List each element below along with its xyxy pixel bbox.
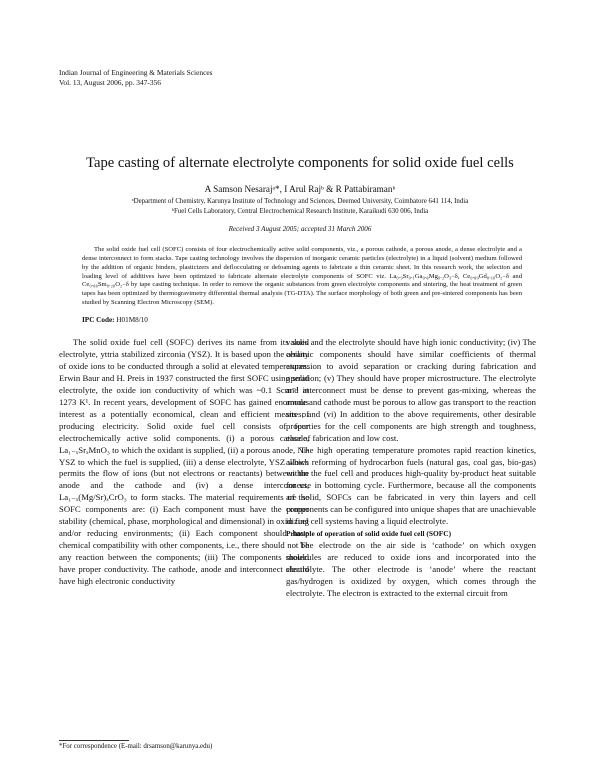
body-right-column	[286, 337, 536, 600]
affiliation-a: ᵃDepartment of Chemistry, Karunya Institute of Technology and Sciences, Deemed University, Coimbatore 641 114, India	[131, 198, 469, 205]
right-paragraph-1: values and the electrolyte should have high ionic conductivity; (iv) The ceramic components should have similar coefficients of thermal expansion to avoid separation or cracking during fabrication and operation; (v) They should have proper microstructure. The electrolyte and interconnect must be dense to prevent gas-mixing, whereas the anode and cathode must be porous to allow gas transport to the reaction sites; and (vi) In addition to the above requirements, other desirable properties for the cell components are high strength and toughness, ease of fabrication and low cost.	[286, 337, 536, 443]
journal-name: Indian Journal of Engineering & Materials Sciences	[59, 68, 213, 77]
ipc-code	[82, 316, 148, 324]
ipc-label: IPC Code:	[82, 316, 115, 324]
intro-paragraph: The solid oxide fuel cell (SOFC) derives its name from its solid electrolyte, yttria stabilized zirconia (YSZ). It is based upon the ability of oxide ions to be conducted through a solid at elevated temperatures. Erwin Baur and H. Preis in 1937 constructed the first SOFC using solid electrolyte, the oxide ion conductivity of which was ~0.1 Scm⁻¹ at 1273 K¹. In recent years, development of SOFC has gained enormous interest as a potentially economical, clean and efficient means of producing electricity. Solid oxide fuel cell consists of four electrochemically active solid components. (i) a porous cathode, La₁₋ₓSrₓMnO₃ to which the oxidant is supplied, (ii) a porous anode, Ni-YSZ to which the fuel is supplied, (iii) a dense electrolyte, YSZ which permits the flow of ions (but not electrons or reactants) between the anode and the cathode and (iv) a dense interconnect, La₁₋ₓ(Mg/Sr)ₓCrO₃ to form stacks. The material requirements of the SOFC components are: (i) Each component must have the proper stability (chemical, phase, morphological and dimensional) in oxidizing and/or reducing environments; (ii) Each component should have chemical compatibility with other components, i.e., there should not be any reaction between the components; (iii) The components should have proper conductivity. The cathode, anode and interconnect should have high electronic conductivity	[59, 337, 309, 587]
abstract-text: The solid oxide fuel cell (SOFC) consists of four electrochemically active solid components, viz., a porous cathode, a porous anode, a dense electrolyte and a dense interconnect to form stacks. Tape casting technology involves the dispersion of inorganic ceramic particles (electrolyte) in a liquid (solvent) medium followed by the addition of organic binders, plasticizers and deflocculating or defoaming agents to fabricate a thin ceramic sheet. In this research work, the selection and loading level of additives have been optimized to fabricate alternate electrolyte components of SOFC viz. La₀.₉Sr₀.₁Ga₀.₈Mg₀.₂O₃₋δ, Ce₀.₈₉Gd₀.₁₀O₂₋δ and Ce₀.₈₀Sm₀.₂₀O₂₋δ by tape casting technique. In order to remove the organic substances from green electrolyte components and sintering, the heat treatment of green tapes has been optimized by thermogravimetry differential thermal analysis (TG-DTA). The surface morphology of both green and pre-sintered components has been studied by Scanning Electron Microscopy (SEM).	[82, 246, 522, 307]
authors: A Samson Nesarajᵃ*, I Arul Rajᵇ & R Pattabiramanᵇ	[204, 184, 396, 194]
journal-header	[59, 68, 319, 88]
paper-title: Tape casting of alternate electrolyte components for solid oxide fuel cells	[86, 155, 514, 171]
affiliations	[60, 197, 540, 216]
abstract	[82, 246, 522, 308]
footnote-rule	[59, 740, 129, 741]
right-paragraph-3: The electrode on the air side is ‘cathode’ on which oxygen molecules are reduced to oxide ions and incorporated into the electrolyte. The other electrode is ‘anode’ where the reactant gas/hydrogen is oxidized by oxygen, which comes through the electrolyte. The electron is extracted to the external circuit from	[286, 540, 536, 599]
footnote: *For correspondence (E-mail: drsamson@karunya.edu)	[59, 743, 213, 750]
ipc-value: H01M8/10	[116, 316, 148, 324]
right-paragraph-2: The high operating temperature promotes rapid reaction kinetics, allows reforming of hydrocarbon fuels (natural gas, coal gas, bio-gas) within the fuel cell and produces high-quality by-product heat suitable for use in bottoming cycle. Furthermore, because all the components are solid, SOFCs can be fabricated in very thin layers and cell components can be configured into unique shapes that are unachievable in fuel cell systems having a liquid electrolyte.	[286, 444, 536, 527]
received-dates: Received 3 August 2005; accepted 31 March 2006	[228, 225, 372, 233]
affiliation-b: ᵇFuel Cells Laboratory, Central Electrochemical Research Institute, Karaikudi 630 006, India	[171, 207, 429, 215]
journal-volume: Vol. 13, August 2006, pp. 347-356	[59, 78, 161, 87]
body-left-column	[59, 337, 309, 588]
section-heading: Principle of operation of solid oxide fuel cell (SOFC)	[286, 529, 452, 539]
